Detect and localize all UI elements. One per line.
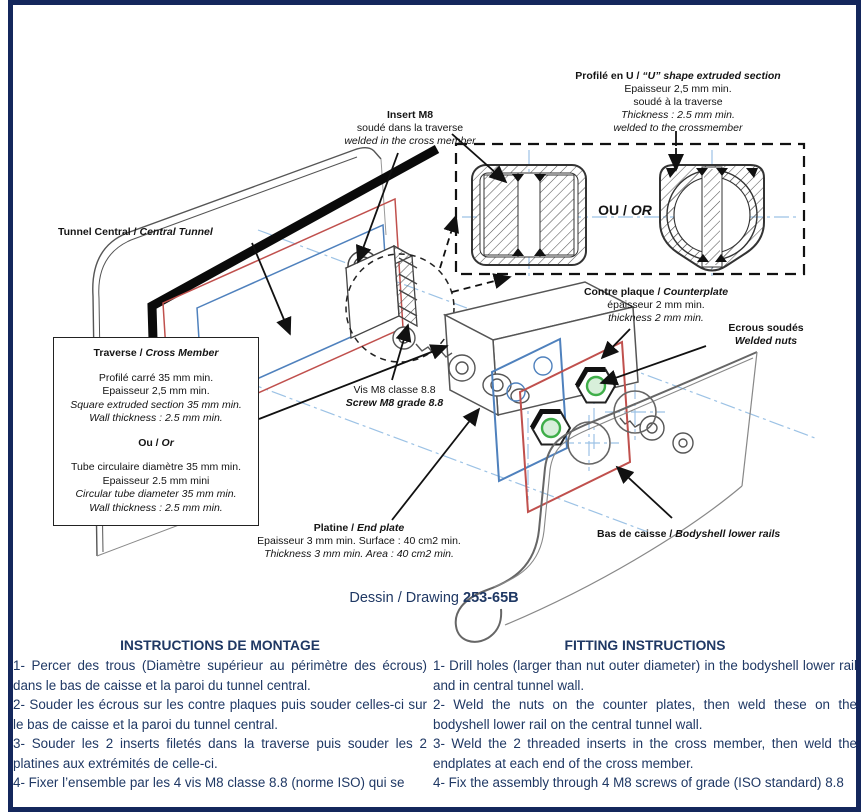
label-platine: Platine / End plate Epaisseur 3 mm min. Surface : 40 cm2 min. Thickness 3 mm min. Area : 40 cm2 min. (257, 522, 461, 560)
caption-text: Dessin / Drawing (349, 590, 463, 606)
instructions-en-header: FITTING INSTRUCTIONS (564, 638, 726, 653)
label-u-profile: Profilé en U / “U” shape extruded section Epaisseur 2,5 mm min. soudé à la traverse Thickness : 2.5 mm min. welded to the crossmember (575, 70, 781, 134)
instruction-fr-step: 2- Souder les écrous sur les contre plaques puis souder celles-ci sur le bas de caisse et la paroi du tunnel central. (13, 697, 427, 732)
instruction-fr-step: 3- Souder les 2 inserts filetés dans la traverse puis souder les 2 platines aux extrémités de celle-ci. (13, 736, 427, 771)
instructions-french (13, 636, 427, 793)
section-circular-tube (660, 165, 764, 271)
drawing-caption (0, 590, 868, 606)
label-bas-de-caisse: Bas de caisse / Bodyshell lower rails (597, 528, 781, 540)
label-insert-m8: Insert M8 soudé dans la traverse welded in the cross member (330, 109, 490, 148)
label-ou-or: OU / OR (598, 202, 652, 218)
insert-m8-title: Insert M8 (386, 109, 434, 121)
instruction-fr-step: 1- Percer des trous (Diamètre supérieur au périmètre des écrous) dans le bas de caisse et la paroi du tunnel central. (13, 658, 427, 693)
instructions-fr-header: INSTRUCTIONS DE MONTAGE (120, 638, 320, 653)
section-square-tube (472, 165, 586, 265)
label-ecrous-soudes: Ecrous soudés Welded nuts (728, 322, 804, 347)
instruction-fr-step: 4- Fixer l’ensemble par les 4 vis M8 classe 8.8 (norme ISO) qui se (13, 775, 405, 790)
label-vis-m8: Vis M8 classe 8.8 Screw M8 grade 8.8 (345, 384, 444, 409)
label-traverse-box: Traverse / Cross Member Profilé carré 35 mm min. Epaisseur 2,5 mm min. Square extruded section 35 mm min. Wall thickness : 2.5 mm min. Ou / Or Tube circulaire diamètre 35 mm min. Epaisseur 2.5 mm mini Circular tube diameter 35 mm min. Wall thickness : 2.5 mm min. (53, 337, 259, 526)
instructions-english (433, 636, 857, 793)
instruction-en-step: 2- Weld the nuts on the counter plates, then weld these on the bodyshell lower rail on the central tunnel wall. (433, 697, 857, 732)
instruction-en-step: 4- Fix the assembly through 4 M8 screws of grade (ISO standard) 8.8 (433, 775, 844, 790)
instruction-en-step: 3- Weld the 2 threaded inserts in the cross member, then weld the endplates at each end of the cross member. (433, 736, 857, 771)
drawing-number: 253-65B (463, 590, 519, 606)
label-tunnel-central: Tunnel Central / Central Tunnel (58, 226, 213, 238)
instruction-en-step: 1- Drill holes (larger than nut outer diameter) in the bodyshell lower rail and in central tunnel wall. (433, 658, 857, 693)
label-contre-plaque: Contre plaque / Counterplate épaisseur 2 mm min. thickness 2 mm min. (583, 286, 729, 324)
